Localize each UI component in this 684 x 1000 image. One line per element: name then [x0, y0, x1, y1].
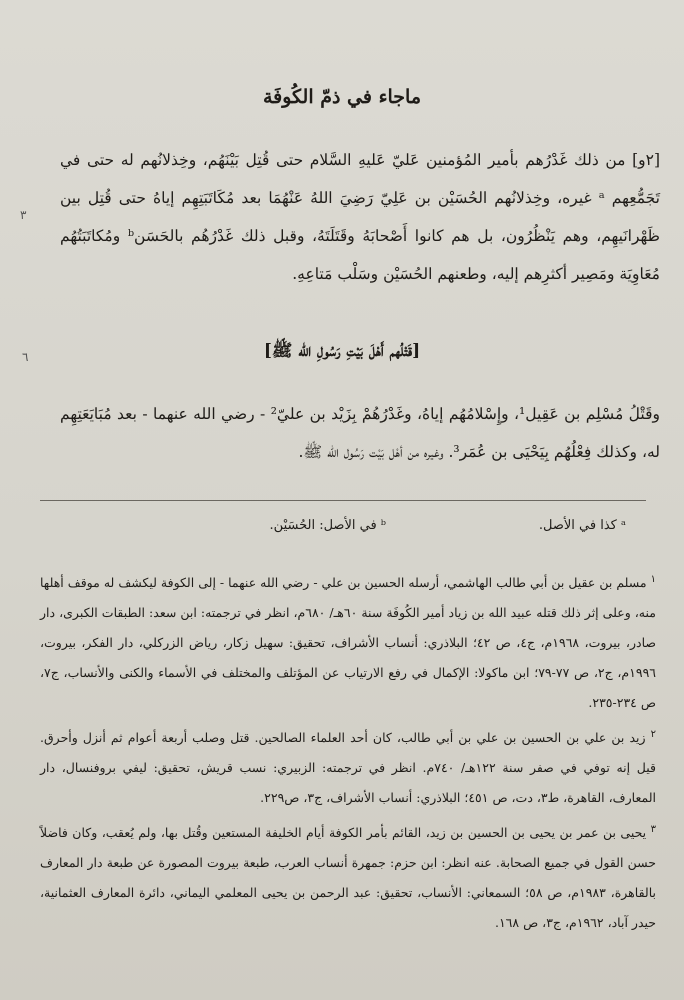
section-subheading: [قَتْلُهم أَهْلَ بَيْتِ رَسُولِ الله ﷺ]: [263, 341, 421, 361]
main-paragraph-2: وقَتْلُ مُسْلِم بن عَقِيل¹، وإِسْلامُهُم إياهُ، وغَدْرُهُمْ بِزَيْد بن عليّ² - رضي الله عنهما - بعد مُبَايَعَتِهِم له، وكذلك فِعْلُهُم بِيَحْيَى بن عُمَر³. وغيره من أهْل بَيْت رَسُول الله ﷺ.: [60, 405, 660, 461]
page-title: ماجاء في ذمّ الكُوفَة: [262, 86, 422, 108]
line-number-3: ٣: [20, 208, 27, 222]
footnotes: [40, 565, 656, 940]
line-number-6: ٦: [22, 350, 29, 364]
footnote-text: زيد بن علي بن الحسين بن علي بن أبي طالب، كان أحد العلماء الصالحين. قتل وصلب أربعة أعوام ثم أنزل وأحرق. قيل إنه توفي في صفر سنة ١٢٢هـ/ ٧٤٠م. انظر في ترجمته: الزبيري: نسب قريش، تحقيق: ليفي بروفنسال، دار المعارف، القاهرة، ط٣، دت، ص ٤٥١؛ البلاذري: أنساب الأشراف، ج٣، ص٢٢٩.: [40, 730, 656, 806]
critical-note-a: ᵃ كذا في الأصل.: [538, 518, 626, 533]
main-paragraph-1: [٢و] من ذلك غَدْرُهم بأمير المُؤمنين عَليّ عَليهِ السَّلام حتى قُتِل بَيْنَهُم، وخِذلانُهم له حتى في تَجَمُّعِهم ᵃ غيره، وخِذلانُهم الحُسَيْن بن عَلِيّ رَضِيَ اللهُ عَنْهُمَا بعد مُكَاتَبَتِهِم إياهُ حتى قُتِل بين ظَهْرانَيهِم، وهم يَنْظُرُون، بل هم كانوا أَصْحابَهُ وقَتَلَتَهُ، وقبل ذلك غَدْرُهُم بالحَسَنᵇ ومُكاتَبَتُهُم مُعَاوِيَة ومَصِير أكثرِهم إليه، وطعنهم الحُسَيْن وسَلْب مَتاعِهِ.: [60, 151, 660, 283]
footnote-3: [40, 815, 656, 938]
footnote-text: مسلم بن عقيل بن أبي طالب الهاشمي، أرسله الحسين بن علي - رضي الله عنهما - إلى الكوفة ليكشف له موقف أهلها منه، وعلى إثر ذلك قتله عبيد الله بن زياد أمير الكُوفَة سنة ٦٠هـ/ ٦٨٠م، انظر في ترجمته: ابن سعد: الطبقات الكبرى، دار صادر، بيروت، ١٩٦٨م، ج٤، ص ٤٢؛ البلاذري: أنساب الأشراف، تحقيق: سهيل زكار، رياض الزركلي، دار الفكر، بيروت، ١٩٩٦م، ج٢، ص ٧٧-٧٩؛ ابن ماكولا: الإكمال في رفع الارتياب عن المؤتلف والمختلف في الأسماء والكنى والأنساب، ج٧، ص ٢٣٤-٢٣٥.: [40, 575, 656, 711]
critical-note-b: ᵇ في الأصل: الحُسَيْن.: [269, 518, 386, 533]
footnote-text: يحيى بن عمر بن يحيى بن الحسين بن زيد، القائم بأمر الكوفة أيام الخليفة المستعين وقُتل بها، ولم يُعقب، وكان فاضلاً حسن القول في جميع الصحابة. عنه انظر: ابن حزم: جمهرة أنساب العرب، طبعة بيروت المصورة عن طبعة دار المعارف بالقاهرة، ١٩٨٣م، ص ٥٨؛ السمعاني: الأنساب، تحقيق: عبد الرحمن بن يحيى المعلمي اليماني، دائرة المعارف العثمانية، حيدر آباد، ١٩٦٢م، ج٣، ص ١٦٨.: [40, 825, 656, 931]
footnote-number: ٢: [650, 729, 656, 741]
footnote-number: ٣: [650, 824, 656, 836]
footnote-1: [40, 565, 656, 718]
footnote-2: [40, 720, 656, 813]
footnote-divider: [40, 500, 646, 501]
footnote-number: ١: [650, 574, 656, 585]
